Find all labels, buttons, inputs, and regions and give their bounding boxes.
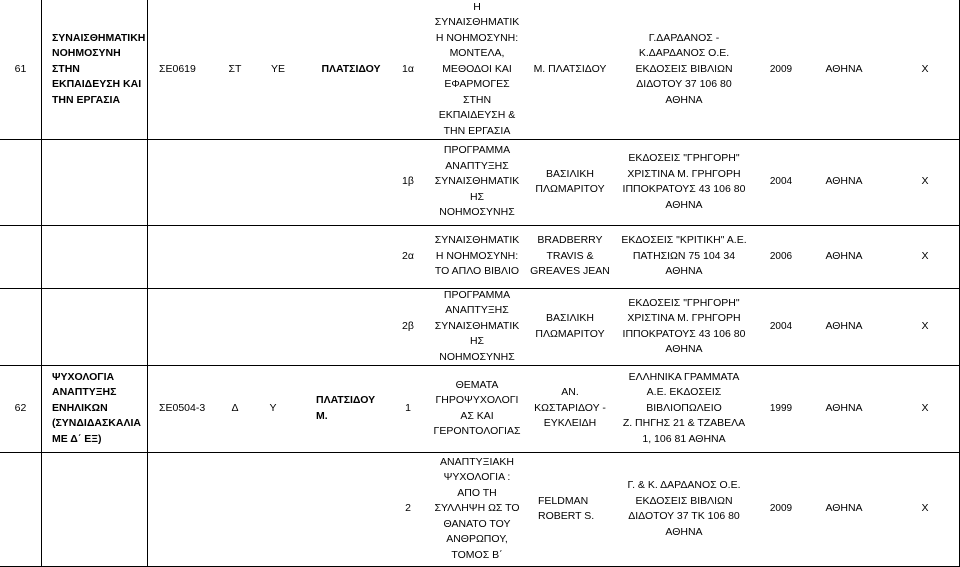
book-title: ΣΥΝΑΙΣΘΗΜΑΤΙΚ Η ΝΟΗΜΟΣΥΝΗ: ΤΟ ΑΠΛΟ ΒΙΒΛΙΟ <box>434 234 520 278</box>
book-publisher: ΕΚΔΟΣΕΙΣ "ΓΡΗΓΟΡΗ" ΧΡΙΣΤΙΝΑ Μ. ΓΡΗΓΟΡΗ ΙΠΠΟΚΡΑΤΟΥΣ 43 106 80 ΑΘΗΝΑ <box>622 152 746 211</box>
book-publisher: ΕΛΛΗΝΙΚΑ ΓΡΑΜΜΑΤΑ Α.Ε. ΕΚΔΟΣΕΙΣ ΒΙΒΛΙΟΠΩΛΕΙΟ Ζ. ΠΗΓΗΣ 21 & ΤΖΑΒΕΛΑ 1, 106 81 ΑΘΗΝΑ <box>622 370 746 445</box>
availability-mark: Χ <box>921 401 929 414</box>
book-city: ΑΘΗΝΑ <box>825 401 863 414</box>
grid-line <box>41 0 42 567</box>
book-year: 1999 <box>769 402 793 414</box>
course-number: 61 <box>14 62 27 75</box>
book-year: 2006 <box>769 250 793 262</box>
book-title: ΘΕΜΑΤΑ ΓΗΡΟΨΥΧΟΛΟΓΙ ΑΣ ΚΑΙ ΓΕΡΟΝΤΟΛΟΓΙΑΣ <box>433 378 521 437</box>
book-index: 1α <box>402 62 414 75</box>
book-title: Η ΣΥΝΑΙΣΘΗΜΑΤΙΚ Η ΝΟΗΜΟΣΥΝΗ: ΜΟΝΤΕΛΑ, ΜΕΘΟΔΟΙ ΚΑΙ ΕΦΑΡΜΟΓΕΣ ΣΤΗΝ ΕΚΠΑΙΔΕΥΣΗ & ΤΗΝ ΕΡΓΑΣΙΑ <box>434 0 520 137</box>
course-code: ΣΕ0504-3 <box>159 401 206 414</box>
instructor: ΠΛΑΤΣΙΔΟΥ <box>321 62 381 75</box>
book-author: FELDMAN ROBERT S. <box>538 494 595 522</box>
book-author: ΑΝ. ΚΩΣΤΑΡΙΔΟΥ - ΕΥΚΛΕΙΔΗ <box>534 386 606 430</box>
course-type: Υ <box>269 401 277 414</box>
instructor: ΠΛΑΤΣΙΔΟΥ Μ. <box>316 394 376 422</box>
course-type: ΥΕ <box>270 62 285 75</box>
book-year: 2004 <box>769 176 793 188</box>
availability-mark: Χ <box>921 502 929 515</box>
availability-mark: Χ <box>921 319 929 332</box>
book-title: ΑΝΑΠΤΥΞΙΑΚΗ ΨΥΧΟΛΟΓΙΑ : ΑΠΟ ΤΗ ΣΥΛΛΗΨΗ ΩΣ ΤΟ ΘΑΝΑΤΟ ΤΟΥ ΑΝΘΡΩΠΟΥ, ΤΟΜΟΣ Β΄ <box>434 455 520 561</box>
book-index: 2α <box>402 249 414 262</box>
book-author: BRADBERRY TRAVIS & GREAVES JEAN <box>530 234 610 278</box>
book-author: ΒΑΣΙΛΙΚΗ ΠΛΩΜΑΡΙΤΟΥ <box>535 167 605 195</box>
availability-mark: Χ <box>921 62 929 75</box>
book-publisher: ΕΚΔΟΣΕΙΣ "ΚΡΙΤΙΚΗ" Α.Ε. ΠΑΤΗΣΙΩΝ 75 104 34 ΑΘΗΝΑ <box>621 234 747 278</box>
book-city: ΑΘΗΝΑ <box>825 175 863 188</box>
book-author: ΒΑΣΙΛΙΚΗ ΠΛΩΜΑΡΙΤΟΥ <box>535 312 605 340</box>
course-subject: ΣΥΝΑΙΣΘΗΜΑΤΙΚΗ ΝΟΗΜΟΣΥΝΗ ΣΤΗΝ ΕΚΠΑΙΔΕΥΣΗ ΚΑΙ ΤΗΝ ΕΡΓΑΣΙΑ <box>52 31 146 106</box>
book-city: ΑΘΗΝΑ <box>825 319 863 332</box>
book-publisher: Γ.ΔΑΡΔΑΝΟΣ - Κ.ΔΑΡΔΑΝΟΣ Ο.Ε. ΕΚΔΟΣΕΙΣ ΒΙΒΛΙΩΝ ΔΙΔΟΤΟΥ 37 106 80 ΑΘΗΝΑ <box>635 31 733 106</box>
book-city: ΑΘΗΝΑ <box>825 62 863 75</box>
book-year: 2004 <box>769 320 793 332</box>
book-title: ΠΡΟΓΡΑΜΜΑ ΑΝΑΠΤΥΞΗΣ ΣΥΝΑΙΣΘΗΜΑΤΙΚ ΗΣ ΝΟΗΜΟΣΥΝΗΣ <box>434 288 520 363</box>
book-city: ΑΘΗΝΑ <box>825 249 863 262</box>
book-year: 2009 <box>769 63 793 75</box>
book-title: ΠΡΟΓΡΑΜΜΑ ΑΝΑΠΤΥΞΗΣ ΣΥΝΑΙΣΘΗΜΑΤΙΚ ΗΣ ΝΟΗΜΟΣΥΝΗΣ <box>434 144 520 219</box>
course-code: ΣΕ0619 <box>159 62 196 75</box>
book-index: 1β <box>402 175 414 188</box>
book-publisher: Γ. & Κ. ΔΑΡΔΑΝΟΣ Ο.Ε. ΕΚΔΟΣΕΙΣ ΒΙΒΛΙΩΝ ΔΙΔΟΤΟΥ 37 ΤΚ 106 80 ΑΘΗΝΑ <box>627 479 741 538</box>
course-subject: ΨΥΧΟΛΟΓΙΑ ΑΝΑΠΤΥΞΗΣ ΕΝΗΛΙΚΩΝ (ΣΥΝΔΙΔΑΣΚΑΛΙΑ ΜΕ Δ΄ ΕΞ) <box>52 370 141 445</box>
book-index: 2 <box>405 502 411 515</box>
availability-mark: Χ <box>921 175 929 188</box>
semester: ΣΤ <box>228 62 242 75</box>
semester: Δ <box>231 401 239 414</box>
book-index: 1 <box>405 401 411 414</box>
book-index: 2β <box>402 319 414 332</box>
grid-line <box>147 0 148 567</box>
availability-mark: Χ <box>921 249 929 262</box>
book-year: 2009 <box>769 503 793 515</box>
book-publisher: ΕΚΔΟΣΕΙΣ "ΓΡΗΓΟΡΗ" ΧΡΙΣΤΙΝΑ Μ. ΓΡΗΓΟΡΗ ΙΠΠΟΚΡΑΤΟΥΣ 43 106 80 ΑΘΗΝΑ <box>622 296 746 355</box>
book-city: ΑΘΗΝΑ <box>825 502 863 515</box>
course-number: 62 <box>14 401 27 414</box>
book-author: Μ. ΠΛΑΤΣΙΔΟΥ <box>533 62 607 75</box>
